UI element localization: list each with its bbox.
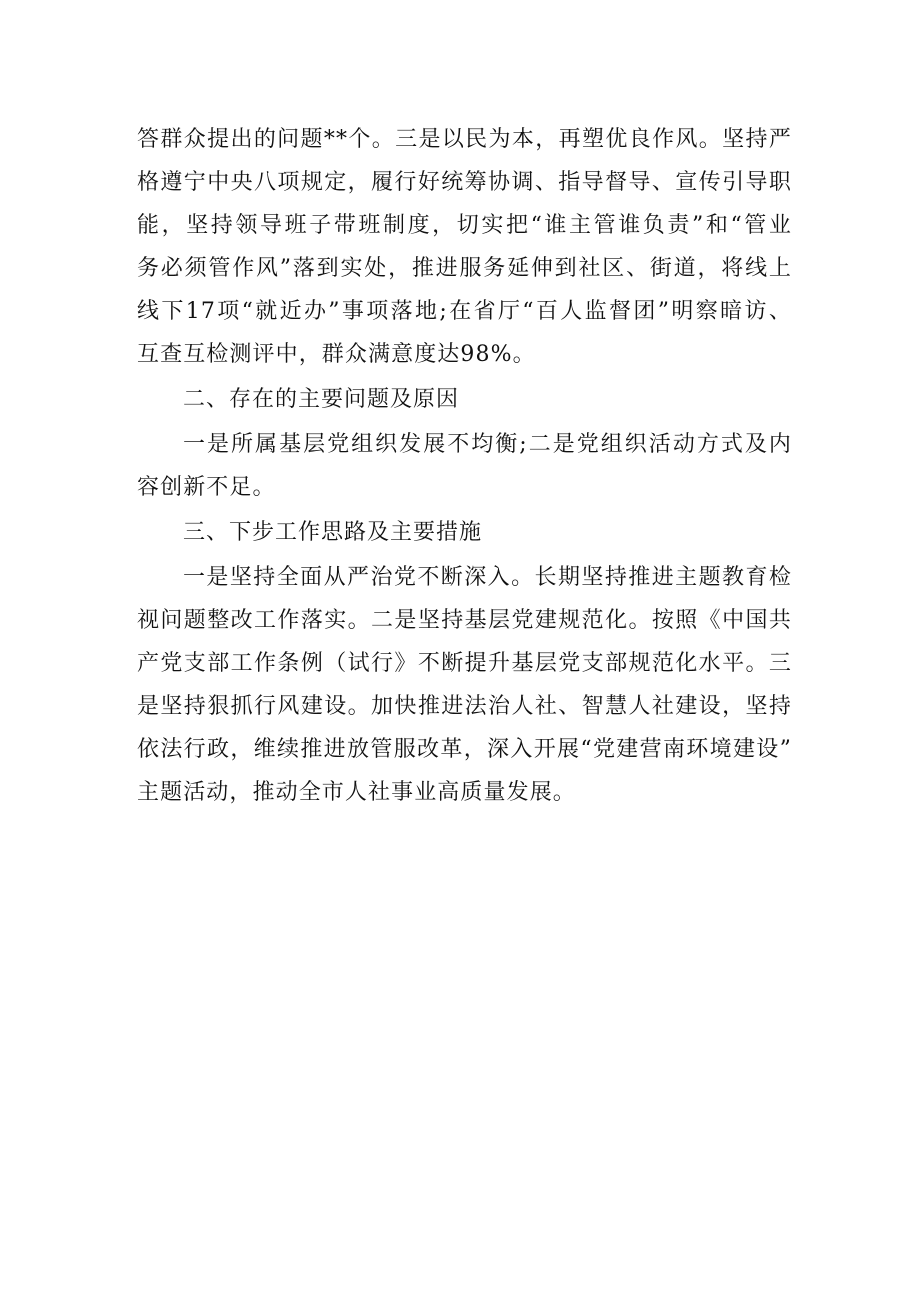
paragraph-line: 依法行政，维续推进放管服改革，深入开展“党建营南环境建设” xyxy=(137,737,792,762)
document-page xyxy=(137,118,792,814)
paragraph-line: 一是所属基层党组织发展不均衡;二是党组织活动方式及内 xyxy=(183,432,792,457)
paragraph-line: 一是坚持全面从严治党不断深入。长期坚持推进主题教育检 xyxy=(183,565,792,590)
paragraph-line: 能，坚持领导班子带班制度，切实把“谁主管谁负责”和“管业 xyxy=(137,213,792,238)
paragraph-line: 互查互检测评中，群众满意度达98%。 xyxy=(137,342,536,367)
paragraph-line: 务必须管作风”落到实处，推进服务延伸到社区、街道，将线上 xyxy=(137,256,792,281)
paragraph-line: 线下17项“就近办”事项落地;在省厅“百人监督团”明察暗访、 xyxy=(137,299,792,324)
section-three-paragraph xyxy=(137,556,792,814)
paragraph-line: 主题活动，推动全市人社事业高质量发展。 xyxy=(137,780,576,805)
paragraph-line: 视问题整改工作落实。二是坚持基层党建规范化。按照《中国共 xyxy=(137,608,792,633)
paragraph-line: 容创新不足。 xyxy=(137,475,276,500)
section-two-heading: 二、存在的主要问题及原因 xyxy=(183,387,460,412)
paragraph-line: 格遵宁中央八项规定，履行好统筹协调、指导督导、宣传引导职 xyxy=(137,170,792,195)
paragraph-line: 答群众提出的问题**个。三是以民为本，再塑优良作风。坚持严 xyxy=(137,127,792,152)
paragraph-line: 产党支部工作条例（试行》不断提升基层党支部规范化水平。三 xyxy=(137,651,792,676)
section-two-paragraph xyxy=(137,423,792,509)
intro-paragraph xyxy=(137,118,792,376)
paragraph-line: 是坚持狠抓行风建设。加快推进法治人社、智慧人社建设，坚持 xyxy=(137,694,792,719)
section-three-heading: 三、下步工作思路及主要措施 xyxy=(183,520,483,545)
